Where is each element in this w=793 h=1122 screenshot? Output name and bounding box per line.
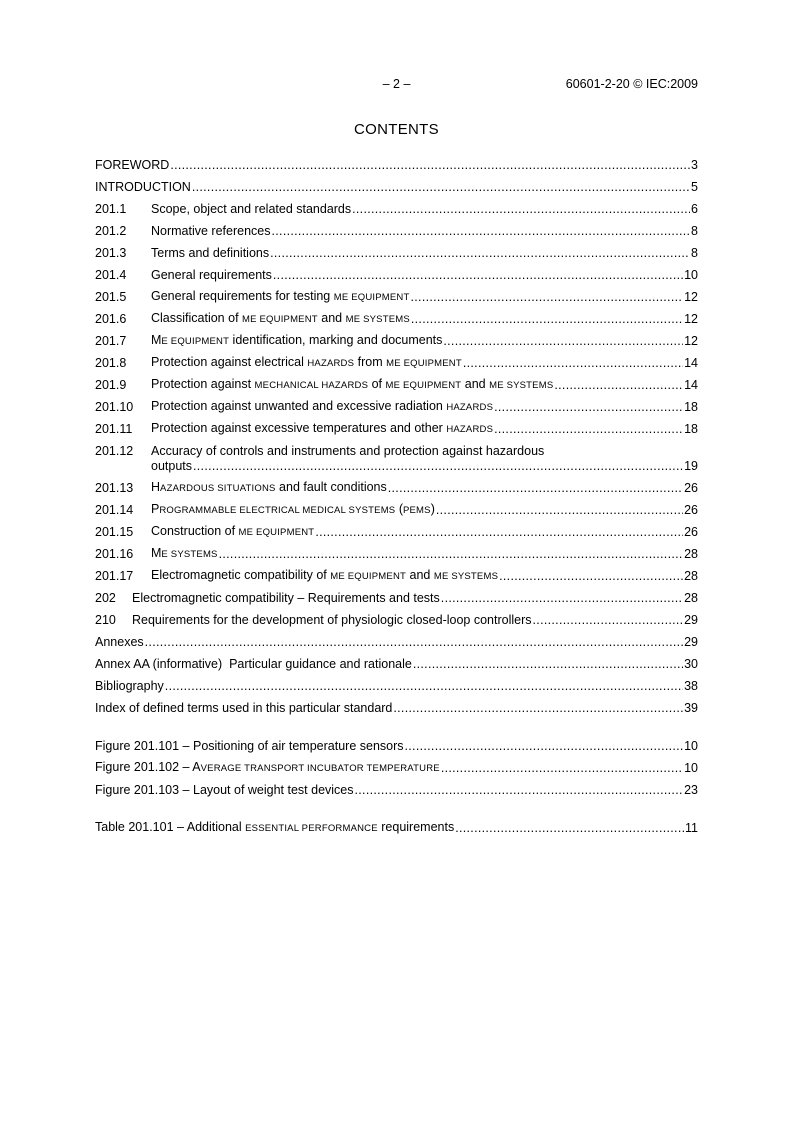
toc-label: Electromagnetic compatibility – Requirements and tests <box>132 591 440 605</box>
toc-entry-201-5[interactable] <box>95 283 698 305</box>
toc-label: General requirements <box>151 268 272 282</box>
dot-leader <box>273 268 683 283</box>
toc-entry-201-6[interactable] <box>95 305 698 327</box>
toc-label: HAZARDOUS SITUATIONS and fault conditions <box>151 480 387 494</box>
figure-entry-201-102[interactable] <box>95 754 698 776</box>
toc-label: FOREWORD <box>95 158 170 172</box>
toc-page: 29 <box>684 613 698 627</box>
toc-entry-201-14[interactable] <box>95 496 698 518</box>
contents-title: CONTENTS <box>354 121 439 138</box>
toc-label: ME EQUIPMENT identification, marking and documents <box>151 333 443 347</box>
dot-leader <box>441 761 683 776</box>
dot-leader <box>411 312 683 327</box>
dot-leader <box>499 569 683 584</box>
toc-number: 201.5 <box>95 290 127 304</box>
toc-page: 8 <box>691 246 698 260</box>
dot-leader <box>388 481 683 496</box>
dot-leader <box>411 290 684 305</box>
toc-label: Scope, object and related standards <box>151 202 352 216</box>
toc-number: 201.9 <box>95 378 127 392</box>
toc-number: 201.1 <box>95 202 127 216</box>
figure-label: Figure 201.101 – Positioning of air temperature sensors <box>95 739 404 753</box>
toc-label: Index of defined terms used in this particular standard <box>95 701 393 715</box>
toc-number: 202 <box>95 591 116 605</box>
toc-label: Construction of ME EQUIPMENT <box>151 524 315 538</box>
dot-leader <box>219 547 683 562</box>
toc-entry-201-15[interactable] <box>95 518 698 540</box>
toc-page: 26 <box>684 481 698 495</box>
dot-leader <box>533 613 684 628</box>
toc-page: 28 <box>684 591 698 605</box>
toc-number: 201.3 <box>95 246 127 260</box>
toc-number: 201.12 <box>95 444 134 458</box>
dot-leader <box>145 635 683 650</box>
toc-page: 14 <box>684 378 698 392</box>
toc-label: General requirements for testing ME EQUIPMENT <box>151 289 410 303</box>
toc-entry-201-16[interactable] <box>95 540 698 562</box>
toc-entry-annex-aa[interactable] <box>95 650 698 672</box>
toc-label: Normative references <box>151 224 271 238</box>
toc-label: Electromagnetic compatibility of ME EQUIPMENT and ME SYSTEMS <box>151 568 499 582</box>
toc-page: 19 <box>684 459 698 473</box>
toc-label: Protection against MECHANICAL HAZARDS of ME EQUIPMENT and ME SYSTEMS <box>151 377 554 391</box>
dot-leader <box>443 334 683 349</box>
dot-leader <box>494 400 683 415</box>
toc-label: Bibliography <box>95 679 164 693</box>
toc-number: 201.14 <box>95 503 134 517</box>
toc-page: 18 <box>684 400 698 414</box>
toc-label: Protection against unwanted and excessive radiation HAZARDS <box>151 399 494 413</box>
toc-entry-201-12[interactable] <box>95 437 698 474</box>
dot-leader <box>170 158 690 173</box>
toc-page: 6 <box>691 202 698 216</box>
toc-page: 12 <box>684 312 698 326</box>
toc-entry-201-11[interactable] <box>95 415 698 437</box>
toc-page: 29 <box>684 635 698 649</box>
toc-entry-index[interactable] <box>95 694 698 716</box>
table-page: 11 <box>685 821 698 835</box>
toc-page: 10 <box>684 268 698 282</box>
toc-entry-210[interactable] <box>95 606 698 628</box>
toc-label: ME SYSTEMS <box>151 546 218 560</box>
toc-entry-202[interactable] <box>95 584 698 606</box>
toc-page: 5 <box>691 180 698 194</box>
dot-leader <box>355 783 684 798</box>
toc-label: Classification of ME EQUIPMENT and ME SYSTEMS <box>151 311 410 325</box>
toc-label-line2: outputs <box>151 459 193 473</box>
dot-leader <box>193 459 683 474</box>
toc-number: 201.17 <box>95 569 134 583</box>
toc-label: INTRODUCTION <box>95 180 191 194</box>
dot-leader <box>436 503 683 518</box>
dot-leader <box>352 202 690 217</box>
toc-entry-bibliography[interactable] <box>95 672 698 694</box>
document-id: 60601-2-20 © IEC:2009 <box>565 77 698 91</box>
table-of-contents <box>95 151 698 836</box>
dot-leader <box>455 821 684 836</box>
toc-entry-201-2[interactable] <box>95 217 698 239</box>
dot-leader <box>270 246 690 261</box>
figure-entry-201-103[interactable] <box>95 776 698 798</box>
toc-entry-201-3[interactable] <box>95 239 698 261</box>
toc-number: 201.2 <box>95 224 127 238</box>
toc-entry-201-4[interactable] <box>95 261 698 283</box>
toc-page: 3 <box>691 158 698 172</box>
toc-entry-annexes[interactable] <box>95 628 698 650</box>
toc-label-line1: Accuracy of controls and instruments and protection against hazardous <box>151 444 545 458</box>
toc-entry-introduction[interactable] <box>95 173 698 195</box>
dot-leader <box>393 701 683 716</box>
toc-page: 26 <box>684 503 698 517</box>
toc-number: 201.15 <box>95 525 134 539</box>
page-number: – 2 – <box>382 77 411 91</box>
toc-number: 201.13 <box>95 481 134 495</box>
toc-page: 28 <box>684 547 698 561</box>
dot-leader <box>554 378 683 393</box>
toc-label: Protection against electrical HAZARDS from ME EQUIPMENT <box>151 355 462 369</box>
toc-page: 28 <box>684 569 698 583</box>
toc-label: Protection against excessive temperatures and other HAZARDS <box>151 421 494 435</box>
toc-page: 18 <box>684 422 698 436</box>
toc-number: 210 <box>95 613 116 627</box>
page-header <box>95 77 698 93</box>
toc-entry-201-17[interactable] <box>95 562 698 584</box>
toc-number: 201.4 <box>95 268 127 282</box>
toc-label: Requirements for the development of physiologic closed-loop controllers <box>132 613 532 627</box>
toc-page: 30 <box>684 657 698 671</box>
dot-leader <box>463 356 683 371</box>
toc-page: 12 <box>684 290 698 304</box>
dot-leader <box>441 591 683 606</box>
toc-number: 201.10 <box>95 400 134 414</box>
toc-entry-201-9[interactable] <box>95 371 698 393</box>
toc-page: 14 <box>684 356 698 370</box>
figure-page: 10 <box>684 761 698 775</box>
toc-page: 26 <box>684 525 698 539</box>
toc-entry-201-10[interactable] <box>95 393 698 415</box>
figure-entry-201-101[interactable] <box>95 732 698 754</box>
toc-number: 201.16 <box>95 547 134 561</box>
toc-number: 201.11 <box>95 422 133 436</box>
toc-entry-foreword[interactable] <box>95 151 698 173</box>
toc-number: 201.7 <box>95 334 127 348</box>
toc-label: Terms and definitions <box>151 246 270 260</box>
toc-entry-201-1[interactable] <box>95 195 698 217</box>
toc-number: 201.8 <box>95 356 127 370</box>
dot-leader <box>192 180 690 195</box>
toc-entry-201-8[interactable] <box>95 349 698 371</box>
toc-label: PROGRAMMABLE ELECTRICAL MEDICAL SYSTEMS (PEMS) <box>151 502 435 516</box>
dot-leader <box>413 657 683 672</box>
table-label: Table 201.101 – Additional ESSENTIAL PERFORMANCE requirements <box>95 820 455 834</box>
dot-leader <box>272 224 691 239</box>
toc-number: 201.6 <box>95 312 127 326</box>
toc-page: 39 <box>684 701 698 715</box>
dot-leader <box>315 525 683 540</box>
table-entry-201-101[interactable] <box>95 814 698 836</box>
toc-page: 12 <box>684 334 698 348</box>
toc-page: 38 <box>684 679 698 693</box>
figure-label: Figure 201.103 – Layout of weight test devices <box>95 783 354 797</box>
dot-leader <box>165 679 683 694</box>
toc-page: 8 <box>691 224 698 238</box>
dot-leader <box>405 739 684 754</box>
figure-label: Figure 201.102 – AVERAGE TRANSPORT INCUBATOR TEMPERATURE <box>95 760 440 774</box>
figure-page: 23 <box>684 783 698 797</box>
toc-label: Annexes <box>95 635 144 649</box>
figure-page: 10 <box>684 739 698 753</box>
toc-label: Annex AA (informative) Particular guidance and rationale <box>95 657 412 671</box>
dot-leader <box>494 422 683 437</box>
toc-entry-201-7[interactable] <box>95 327 698 349</box>
toc-entry-201-13[interactable] <box>95 474 698 496</box>
